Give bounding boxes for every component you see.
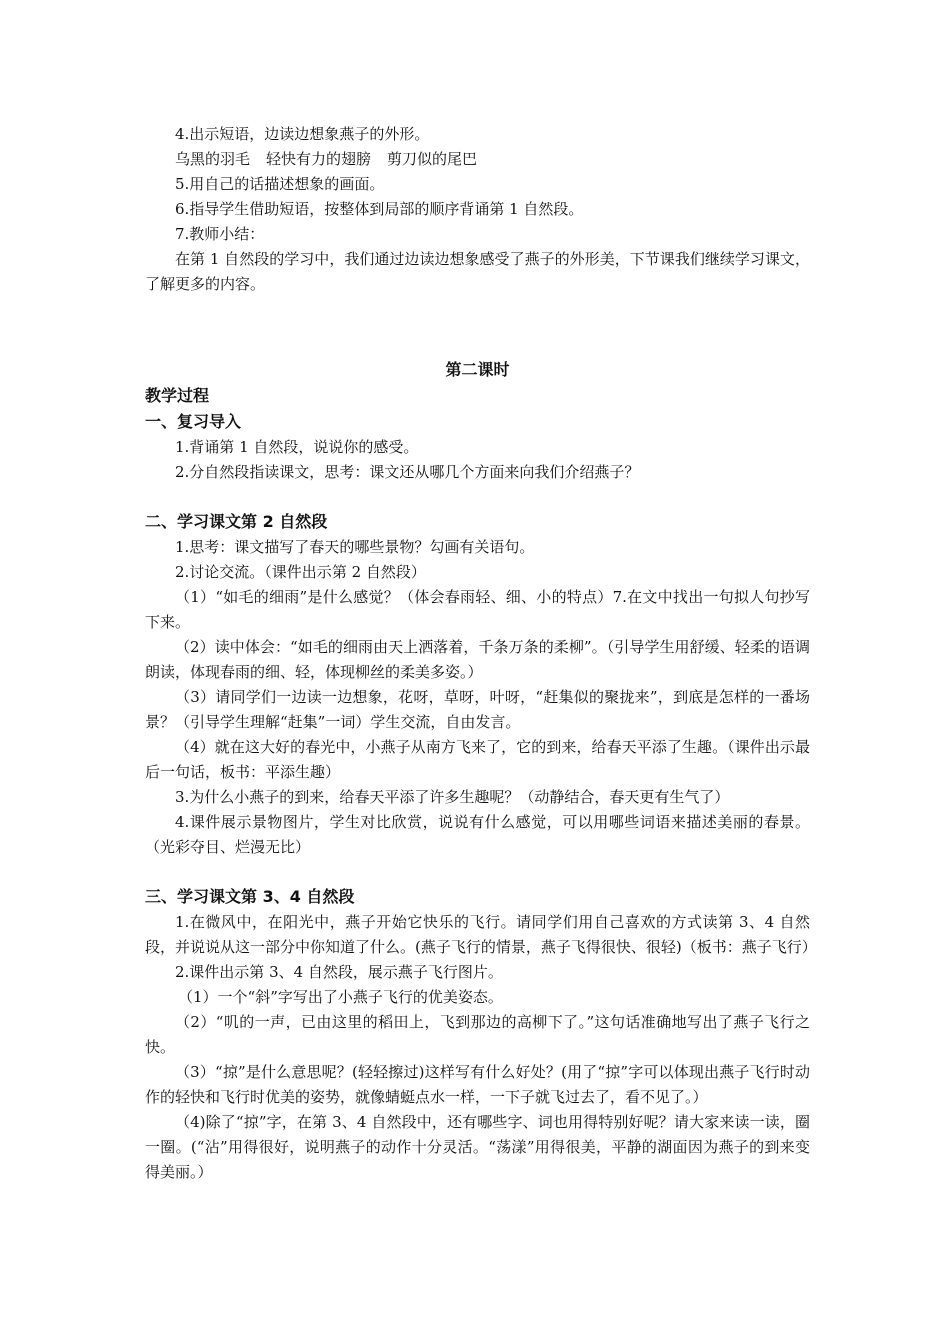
- paragraph: 2.分自然段指读课文，思考：课文还从哪几个方面来向我们介绍燕子？: [175, 463, 640, 481]
- paragraph: 1.背诵第 1 自然段，说说你的感受。: [175, 438, 419, 456]
- paragraph: 2.课件出示第 3、4 自然段，展示燕子飞行图片。: [175, 963, 503, 981]
- section-heading: 教学过程: [145, 386, 210, 405]
- section-heading: 三、学习课文第 3、4 自然段: [145, 887, 355, 906]
- paragraph: （2）读中体会：“如毛的细雨由天上洒落着，千条万条的柔柳”。（引导学生用舒缓、轻柔的语调朗读，体现春雨的细、轻，体现柳丝的柔美多姿。）: [145, 638, 810, 681]
- paragraph: 在第 1 自然段的学习中，我们通过边读边想象感受了燕子的外形美，下节课我们继续学习课文，了解更多的内容。: [145, 250, 810, 293]
- document-content: [145, 122, 817, 1185]
- paragraph: （2）“叽的一声，已由这里的稻田上，飞到那边的高柳下了。”这句话准确地写出了燕子飞行之快。: [145, 1013, 810, 1056]
- phrase-list: [145, 147, 810, 172]
- paragraph: 2.讨论交流。（课件出示第 2 自然段）: [175, 563, 426, 581]
- section-heading: 一、复习导入: [145, 412, 242, 431]
- phrase: 剪刀似的尾巴: [387, 150, 478, 168]
- paragraph: 6.指导学生借助短语，按整体到局部的顺序背诵第 1 自然段。: [175, 200, 584, 218]
- paragraph: 7.教师小结：: [175, 225, 265, 243]
- phrase: 乌黑的羽毛: [175, 150, 251, 168]
- paragraph: （1）“如毛的细雨”是什么感觉？（体会春雨轻、细、小的特点）7.在文中找出一句拟人句抄写下来。: [145, 588, 810, 631]
- paragraph: 4.课件展示景物图片，学生对比欣赏，说说有什么感觉，可以用哪些词语来描述美丽的春景。（光彩夺目、烂漫无比）: [145, 813, 810, 856]
- paragraph: 5.用自己的话描述想象的画面。: [175, 175, 385, 193]
- lesson-title: 第二课时: [445, 360, 510, 379]
- paragraph: 1.思考：课文描写了春天的哪些景物？勾画有关语句。: [175, 538, 535, 556]
- paragraph: 3.为什么小燕子的到来，给春天平添了许多生趣呢？（动静结合，春天更有生气了）: [175, 788, 730, 806]
- paragraph: （4)除了“掠”字，在第 3、4 自然段中，还有哪些字、词也用得特别好呢？请大家来读一读，圈一圈。(“沾”用得很好，说明燕子的动作十分灵活。“荡漾”用得很美，平静的湖面因为燕子的到来变得美丽。）: [145, 1113, 810, 1181]
- paragraph: （1）一个“斜”字写出了小燕子飞行的优美姿态。: [178, 988, 503, 1006]
- paragraph: 1.在微风中，在阳光中，燕子开始它快乐的飞行。请同学们用自己喜欢的方式读第 3、4 自然段，并说说从这一部分中你知道了什么。(燕子飞行的情景，燕子飞得很快、很轻)（板书：燕子飞行）: [145, 913, 817, 956]
- phrase: 轻快有力的翅膀: [266, 150, 372, 168]
- paragraph: 4.出示短语，边读边想象燕子的外形。: [175, 125, 430, 143]
- section-heading: 二、学习课文第 2 自然段: [145, 512, 328, 531]
- paragraph: （3）“掠”是什么意思呢？(轻轻擦过)这样写有什么好处？(用了“掠”字可以体现出燕子飞行时动作的轻快和飞行时优美的姿势，就像蜻蜓点水一样，一下子就飞过去了，看不见了。）: [145, 1063, 810, 1106]
- paragraph: （3）请同学们一边读一边想象，花呀，草呀，叶呀，“赶集似的聚拢来”，到底是怎样的一番场景？（引导学生理解“赶集”一词）学生交流，自由发言。: [145, 688, 810, 731]
- paragraph: （4）就在这大好的春光中，小燕子从南方飞来了，它的到来，给春天平添了生趣。（课件出示最后一句话，板书：平添生趣）: [145, 738, 810, 781]
